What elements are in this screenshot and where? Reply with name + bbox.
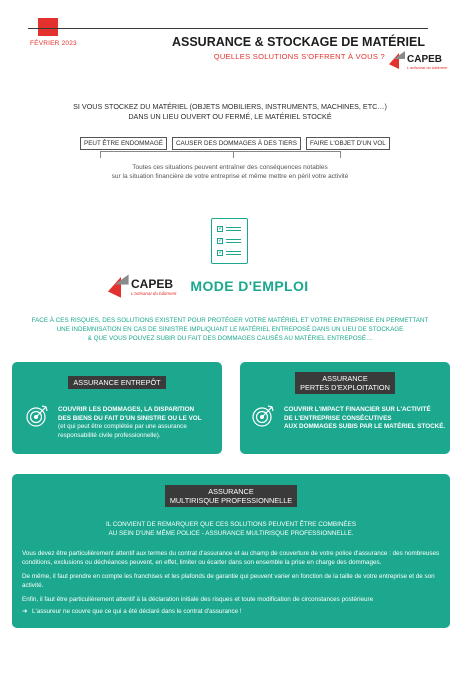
connector-tick (340, 151, 341, 158)
advice-warning-text: L'assureur ne couvre que ce qui a été déclaré dans le contrat d'assurance ! (32, 608, 242, 615)
combine-note (12, 520, 450, 538)
capeb-logo-icon (108, 275, 129, 298)
solutions-intro-line-3: & QUE VOUS POUVEZ SUBIR DU FAIT DES DOMMAGES CAUSÉS AU MATÉRIEL ENTREPOSÉ… (87, 335, 373, 342)
solutions-intro-line-2: UNE INDEMNISATION EN CAS DE SINISTRE IMPLIQUANT LE MATÉRIEL ENTREPOSÉ DANS UN LIEU DE STOCKAGE (56, 326, 404, 333)
card-entrepot-note-1: (et qui peut être complétée par une assurance (58, 423, 187, 430)
situations-row (78, 137, 388, 163)
header-red-square (38, 18, 58, 36)
situation-third-party: CAUSER DES DOMMAGES À DES TIERS (172, 137, 301, 150)
card-pertes-label (295, 372, 395, 394)
intro-line-1: SI VOUS STOCKEZ DU MATÉRIEL (OBJETS MOBILIERS, INSTRUMENTS, MACHINES, ETC…) (73, 102, 387, 111)
situation-theft: FAIRE L'OBJET D'UN VOL (306, 137, 390, 150)
card-entrepot-bold-2: DES BIENS DU FAIT D'UN SINISTRE OU LE VOL (58, 414, 202, 422)
page-title: ASSURANCE & STOCKAGE DE MATÉRIEL (171, 35, 425, 49)
card-pertes-label-1: ASSURANCE (322, 374, 368, 383)
card-multirisque-label (165, 485, 297, 507)
card-pertes-exploitation (240, 362, 450, 454)
intro-line-2: DANS UN LIEU OUVERT OU FERMÉ, LE MATÉRIEL STOCKÉ (128, 112, 332, 121)
combine-line-1: IL CONVIENT DE REMARQUER QUE CES SOLUTIONS PEUVENT ÊTRE COMBINÉES (105, 521, 357, 528)
checklist-icon: ✓ ✓ ✓ (211, 218, 248, 264)
logo-name: CAPEB (407, 54, 443, 65)
card-entrepot-label: ASSURANCE ENTREPÔT (68, 376, 165, 389)
card-multirisque (12, 474, 450, 628)
publication-date: FÉVRIER 2023 (30, 40, 77, 47)
logo-tagline: L'artisanat du bâtiment (131, 291, 177, 296)
capeb-logo-icon (389, 51, 405, 69)
consequences-line-2: sur la situation financière de votre entreprise et même mettre en péril votre activité (111, 172, 349, 180)
card-entrepot-bold-1: COUVRIR LES DOMMAGES, LA DISPARITION (58, 406, 195, 413)
consequences-line-1: Toutes ces situations peuvent entraîner des conséquences notables (132, 164, 328, 171)
connector-tick (233, 151, 234, 158)
card-pertes-label-2: PERTES D'EXPLOITATION (300, 383, 390, 392)
advice-paragraph-1: Vous devez être particulièrement attentif aux termes du contrat d'assurance et au champ de couverture de votre police d'assurance : des nombreuses conditions, exclusions ou déchéances peuvent, en effet, limiter ou écarter dans son ensemble la prise en charge des dommages. (22, 550, 440, 566)
card-pertes-text (284, 406, 448, 432)
combine-line-2: AU SEIN D'UNE MÊME POLICE - ASSURANCE MULTIRISQUE PROFESSIONNELLE. (108, 530, 354, 537)
card-multirisque-label-1: ASSURANCE (208, 487, 254, 496)
advice-paragraph-2: De même, il faut prendre en compte les franchises et les plafonds de garantie qui peuvent varier en fonction de la taille de votre entreprise et de son activité. (22, 573, 435, 589)
header-rule (28, 28, 428, 29)
intro-text (40, 102, 420, 122)
connector-tick (100, 151, 101, 158)
capeb-logo-mode (108, 276, 176, 297)
card-pertes-bold-2: DE L'ENTREPRISE CONSÉCUTIVES (284, 414, 392, 422)
card-entrepot-note-2: responsabilité civile professionnelle). (58, 431, 161, 439)
logo-tagline: L'artisanat du bâtiment (407, 65, 448, 70)
card-pertes-bold-1: COUVRIR L'IMPACT FINANCIER SUR L'ACTIVITÉ (284, 406, 431, 413)
capeb-logo-header (389, 50, 447, 70)
situation-damaged: PEUT ÊTRE ENDOMMAGÉ (80, 137, 167, 150)
target-icon (25, 404, 49, 428)
advice-paragraph-3: Enfin, il faut être particulièrement attentif à la déclaration initiale des risques et toute modification de circonstances postérieure (22, 596, 374, 603)
card-entrepot-text (58, 406, 218, 440)
solutions-intro (30, 316, 430, 343)
advice-warning (22, 607, 442, 616)
card-pertes-bold-3: AUX DOMMAGES SUBIS PAR LE MATÉRIEL STOCKÉ. (284, 423, 446, 430)
arrow-right-icon: ➜ (22, 608, 28, 615)
solutions-intro-line-1: FACE À CES RISQUES, DES SOLUTIONS EXISTENT POUR PROTÉGER VOTRE MATÉRIEL ET VOTRE ENTREPRISE EN PERMETTANT (31, 317, 429, 324)
page-subtitle: QUELLES SOLUTIONS S'OFFRENT À VOUS ? (213, 52, 385, 61)
mode-emploi-heading (108, 276, 309, 297)
logo-name: CAPEB (131, 277, 174, 291)
target-icon (251, 404, 275, 428)
mode-emploi-title: MODE D'EMPLOI (190, 278, 309, 295)
consequences-text (60, 164, 400, 181)
card-multirisque-label-2: MULTIRISQUE PROFESSIONNELLE (169, 496, 293, 505)
card-assurance-entrepot (12, 362, 222, 454)
